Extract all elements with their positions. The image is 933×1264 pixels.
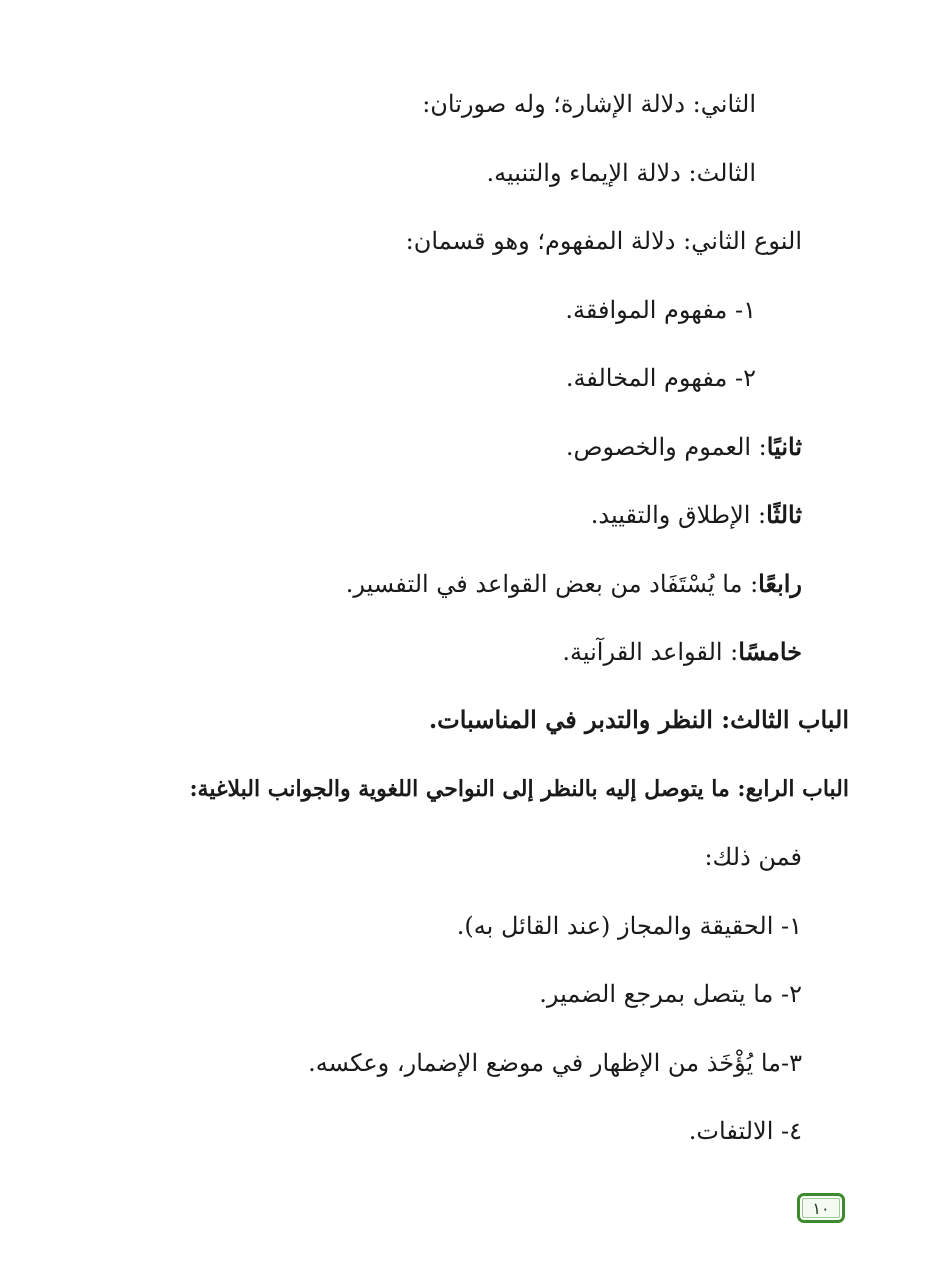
list-item: ٢- مفهوم المخالفة. [565,364,756,392]
section-text: : القواعد القرآنية. [562,638,739,666]
list-item: ٤- الالتفات. [688,1117,802,1145]
list-item: ٣-ما يُؤْخَذ من الإظهار في موضع الإضمار، وعكسه. [308,1049,802,1077]
section-text: : الإطلاق والتقييد. [590,501,767,529]
text-line: النوع الثاني: دلالة المفهوم؛ وهو قسمان: [405,227,802,255]
chapter-title: : ما يتوصل إليه بالنظر إلى النواحي اللغوية والجوانب البلاغية: [189,776,746,802]
section-label: ثانيًا [766,432,802,461]
section-text: : ما يُسْتَفَاد من بعض القواعد في التفسير. [345,570,759,598]
section-label: رابعًا [758,569,802,598]
list-item: ١- مفهوم الموافقة. [565,296,756,324]
section-item [346,566,802,602]
section-item [566,429,802,465]
text-line: فمن ذلك: [704,843,802,871]
section-label: خامسًا [738,637,802,666]
chapter-label: الباب الثالث [730,705,849,734]
chapter-title: : النظر والتدبر في المناسبات. [428,705,731,734]
list-item: ٢- ما يتصل بمرجع الضمير. [539,980,802,1008]
page-number: ١٠ [812,1198,830,1218]
text-line: الثالث: دلالة الإيماء والتنبيه. [486,159,756,187]
chapter-label: الباب الرابع [745,776,849,802]
section-label: ثالثًا [766,500,802,529]
text-line: الثاني: دلالة الإشارة؛ وله صورتان: [422,90,756,118]
list-item: ١- الحقيقة والمجاز (عند القائل به). [456,912,802,940]
section-item [562,634,802,670]
section-item [591,497,802,533]
section-text: : العموم والخصوص. [565,433,767,461]
chapter-heading [189,771,849,807]
page-number-badge [797,1193,845,1223]
chapter-heading [429,702,849,738]
